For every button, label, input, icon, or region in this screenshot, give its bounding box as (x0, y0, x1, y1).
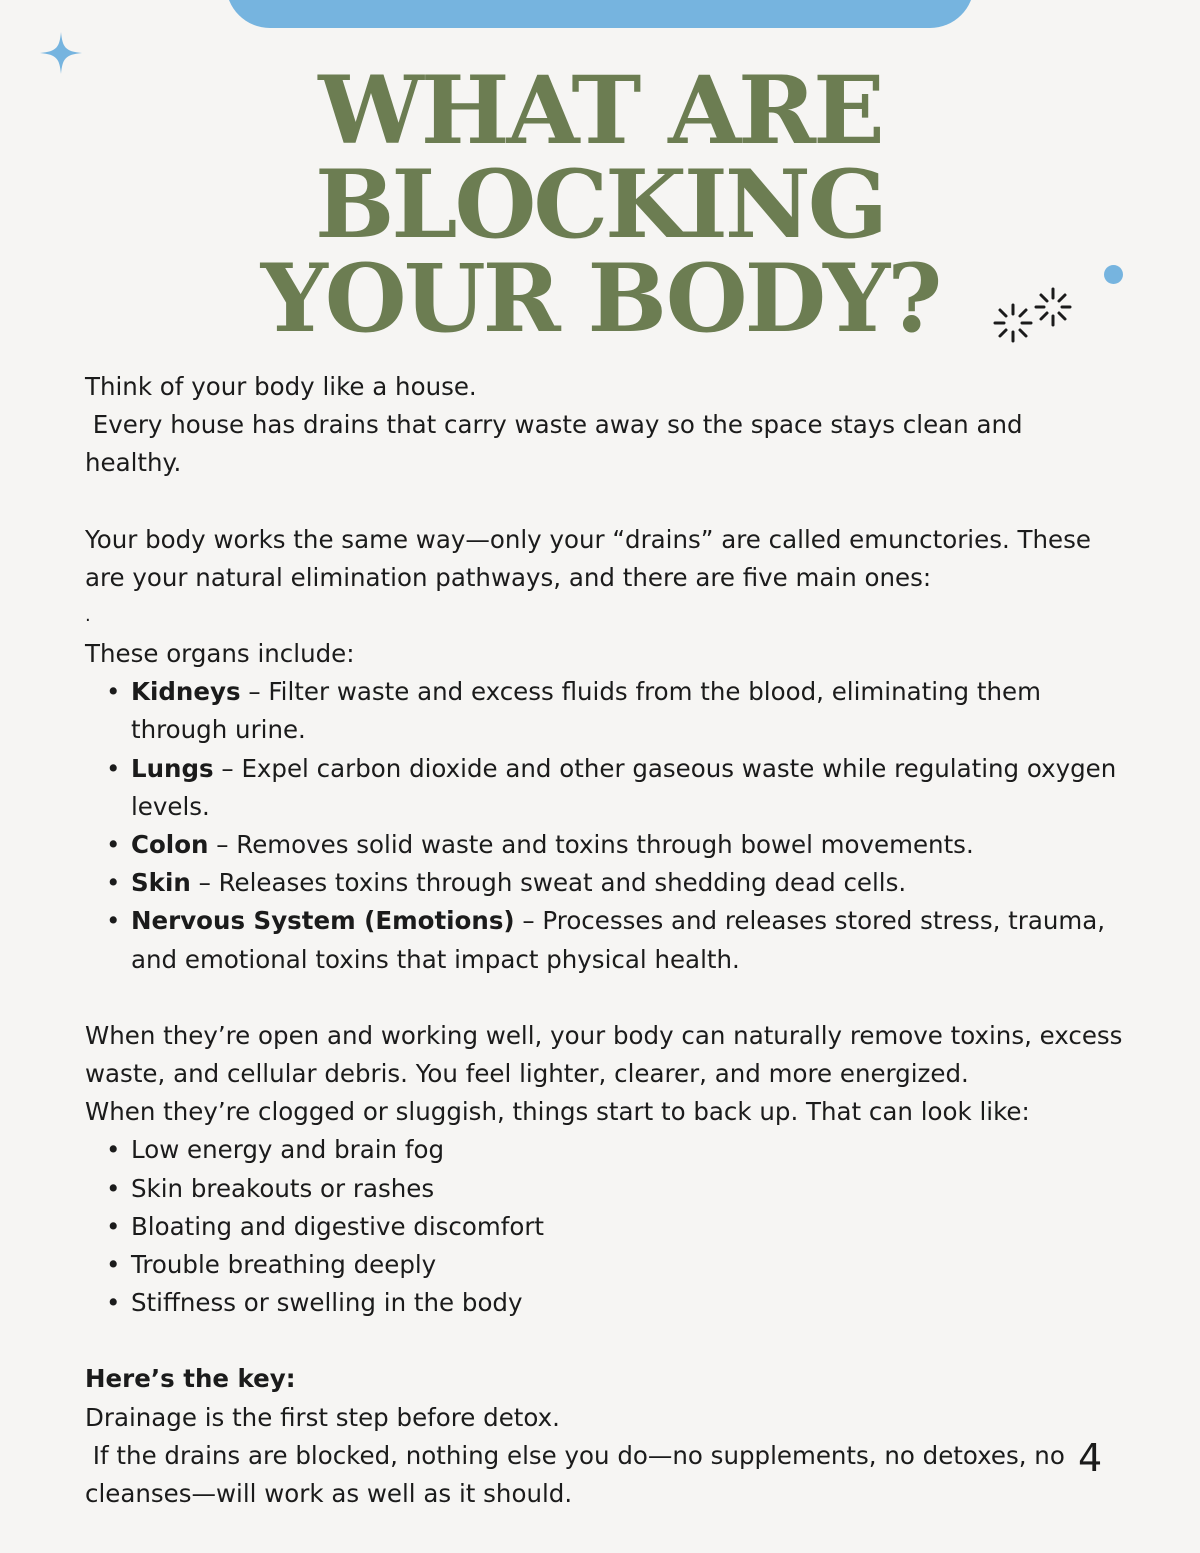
spacer (85, 483, 1125, 521)
working-paragraph-2: When they’re clogged or sluggish, things start to back up. That can look like: (85, 1097, 1030, 1127)
organ-name: Skin (131, 868, 191, 898)
title-line-3: YOUR BODY? (260, 244, 940, 354)
organ-description: – Processes and releases stored stress, trauma, and emotional toxins that impact physical health. (131, 906, 1106, 974)
organ-description: – Removes solid waste and toxins through bowel movements. (208, 830, 974, 860)
spacer (85, 979, 1125, 1017)
organ-name: Nervous System (Emotions) (131, 906, 515, 936)
key-line-2: If the drains are blocked, nothing else you do—no supplements, no detoxes, no cleanses—will work as well as it should. (85, 1440, 1065, 1509)
list-item: • Stiffness or swelling in the body (131, 1284, 1125, 1322)
list-item: • Trouble breathing deeply (131, 1246, 1125, 1284)
intro-line-1: Think of your body like a house. (85, 372, 477, 401)
working-paragraph-1: When they’re open and working well, your body can naturally remove toxins, excess waste, and cellular debris. You feel lighter, clearer, and more energized. (85, 1020, 1123, 1089)
list-item (131, 750, 1125, 826)
organ-description: – Filter waste and excess fluids from the blood, eliminating them through urine. (131, 677, 1041, 745)
organ-description: – Releases toxins through sweat and shedding dead cells. (190, 868, 907, 898)
stray-dot: . (85, 605, 91, 627)
intro-paragraph-2: Your body works the same way—only your “drains” are called emunctories. These are your natural elimination pathways, and there are five main ones: (85, 524, 1091, 592)
top-banner-decoration (226, 0, 974, 28)
list-item (131, 673, 1125, 749)
organ-description: – Expel carbon dioxide and other gaseous waste while regulating oxygen levels. (131, 753, 1117, 821)
title-line-1: WHAT ARE (318, 56, 882, 166)
key-line-1: Drainage is the first step before detox. (85, 1402, 560, 1432)
spacer (85, 1322, 1125, 1360)
list-item (131, 826, 1125, 864)
list-item (131, 902, 1125, 978)
symptoms-list (85, 1131, 1125, 1322)
organ-name: Lungs (131, 753, 214, 783)
list-item: • Bloating and digestive discomfort (131, 1208, 1125, 1246)
organs-heading: These organs include: (85, 639, 355, 669)
organs-list (85, 673, 1125, 979)
organ-name: Kidneys (131, 677, 241, 707)
page-number: 4 (1078, 1436, 1103, 1480)
list-item: • Skin breakouts or rashes (131, 1170, 1125, 1208)
list-item: • Low energy and brain fog (131, 1131, 1125, 1169)
list-item (131, 864, 1125, 902)
key-heading: Here’s the key: (85, 1364, 296, 1394)
organ-name: Colon (131, 830, 209, 860)
page-title (0, 56, 1200, 354)
title-line-2: BLOCKING (314, 150, 886, 260)
intro-line-2: Every house has drains that carry waste away so the space stays clean and healthy. (85, 410, 1023, 478)
body-content (85, 368, 1125, 1513)
